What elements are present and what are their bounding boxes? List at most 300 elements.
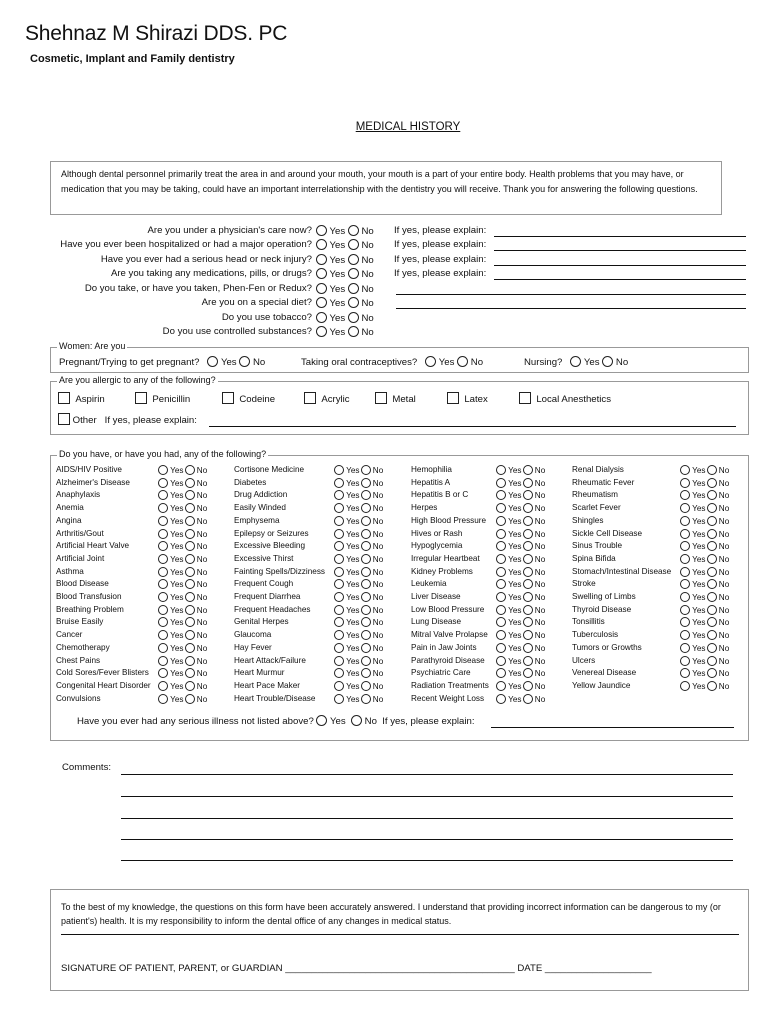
question-yes-radio[interactable] [316,297,327,308]
condition-yes-radio[interactable] [334,617,344,627]
condition-yes-radio[interactable] [158,668,168,678]
yes-label: Yes [346,605,360,615]
condition-yes-radio[interactable] [158,694,168,704]
signature-line[interactable]: ___________________________________________ [285,963,515,974]
no-label: No [372,580,384,590]
yes-label: Yes [508,504,522,514]
allergy-label: Penicillin [152,394,191,405]
explain-line[interactable] [396,308,746,309]
condition-label: Heart Pace Maker [234,680,300,690]
question-no-radio[interactable] [348,225,359,236]
no-label: No [196,681,208,691]
yes-label: Yes [692,466,706,475]
condition-no-radio[interactable] [361,567,371,577]
condition-no-radio[interactable] [185,554,195,564]
allergy-checkbox[interactable] [58,392,70,404]
intro-box [50,161,722,215]
condition-no-radio[interactable] [523,605,533,615]
condition-yes-radio[interactable] [334,694,344,704]
condition-no-radio[interactable] [707,516,717,526]
condition-no-radio[interactable] [523,567,533,577]
condition-yes-radio[interactable] [680,656,690,666]
condition-no-radio[interactable] [185,668,195,678]
condition-label: Diabetes [234,477,267,487]
condition-yes-no [334,529,383,539]
yes-label: Yes [329,255,346,266]
condition-label: Pain in Jaw Joints [411,642,477,652]
condition-no-radio[interactable] [707,579,717,589]
condition-no-radio[interactable] [523,617,533,627]
condition-no-radio[interactable] [707,529,717,539]
condition-no-radio[interactable] [185,490,195,500]
condition-yes-radio[interactable] [158,567,168,577]
explain-line[interactable] [494,236,746,237]
practice-tagline: Cosmetic, Implant and Family dentistry [30,53,235,65]
date-line[interactable]: ____________________ [544,963,652,974]
allergy-option[interactable] [135,392,190,405]
condition-yes-no [158,579,207,589]
condition-yes-no [680,681,729,691]
no-label: No [196,694,208,704]
yes-label: Yes [346,529,360,539]
condition-yes-radio[interactable] [680,668,690,678]
condition-yes-radio[interactable] [158,617,168,627]
condition-no-radio[interactable] [523,656,533,666]
condition-no-radio[interactable] [707,668,717,678]
condition-yes-radio[interactable] [496,490,506,500]
condition-no-radio[interactable] [523,516,533,526]
condition-yes-radio[interactable] [334,529,344,539]
condition-no-radio[interactable] [523,529,533,539]
condition-yes-no [496,592,545,602]
condition-yes-radio[interactable] [496,541,506,551]
condition-label: Thyroid Disease [572,604,632,614]
condition-yes-radio[interactable] [334,681,344,691]
condition-yes-radio[interactable] [334,592,344,602]
condition-yes-no [680,643,729,653]
condition-yes-radio[interactable] [158,656,168,666]
condition-yes-radio[interactable] [158,490,168,500]
allergy-option[interactable] [375,392,416,405]
condition-yes-no [496,478,545,488]
allergy-option[interactable] [222,392,275,405]
condition-no-radio[interactable] [523,579,533,589]
condition-yes-radio[interactable] [680,503,690,513]
condition-yes-radio[interactable] [680,567,690,577]
condition-yes-radio[interactable] [496,643,506,653]
serious-yes-radio[interactable] [316,715,327,726]
condition-yes-radio[interactable] [496,529,506,539]
condition-no-radio[interactable] [361,617,371,627]
condition-yes-radio[interactable] [496,478,506,488]
condition-no-radio[interactable] [185,579,195,589]
allergy-option[interactable] [447,392,488,405]
condition-no-radio[interactable] [707,541,717,551]
allergy-checkbox[interactable] [135,392,147,404]
allergy-legend: Are you allergic to any of the following? [59,375,216,385]
condition-yes-radio[interactable] [680,592,690,602]
allergy-option[interactable] [304,392,350,405]
question-no-radio[interactable] [348,326,359,337]
condition-yes-radio[interactable] [334,541,344,551]
condition-yes-radio[interactable] [158,630,168,640]
condition-yes-no [334,478,383,488]
condition-no-radio[interactable] [707,630,717,640]
yes-label: Yes [692,618,706,628]
condition-no-radio[interactable] [185,630,195,640]
yes-label: Yes [329,298,346,309]
condition-label: Radiation Treatments [411,680,489,690]
condition-yes-radio[interactable] [496,567,506,577]
condition-label: Excessive Thirst [234,553,294,563]
no-label: No [372,491,384,501]
yes-label: Yes [508,529,522,539]
condition-no-radio[interactable] [185,541,195,551]
allergy-checkbox[interactable] [447,392,459,404]
condition-yes-radio[interactable] [680,554,690,564]
allergy-option[interactable] [58,392,105,405]
condition-yes-radio[interactable] [334,656,344,666]
condition-no-radio[interactable] [361,465,371,475]
condition-yes-radio[interactable] [680,681,690,691]
yes-label: Yes [346,504,360,514]
question-no-radio[interactable] [348,283,359,294]
condition-yes-no [334,465,383,475]
condition-yes-no [158,592,207,602]
condition-no-radio[interactable] [361,592,371,602]
condition-yes-radio[interactable] [158,592,168,602]
condition-yes-no [334,668,383,678]
contraceptives-no-radio[interactable] [457,356,468,367]
condition-yes-radio[interactable] [334,643,344,653]
question-label: Have you ever had a serious head or neck injury? [100,254,312,265]
condition-no-radio[interactable] [185,592,195,602]
condition-no-radio[interactable] [361,529,371,539]
condition-no-radio[interactable] [185,478,195,488]
condition-no-radio[interactable] [361,681,371,691]
condition-no-radio[interactable] [707,681,717,691]
condition-label: Stomach/Intestinal Disease [572,566,672,576]
pregnant-no-radio[interactable] [239,356,250,367]
condition-no-radio[interactable] [523,668,533,678]
yes-label: Yes [508,466,522,475]
yes-label: Yes [170,618,184,628]
condition-yes-radio[interactable] [680,579,690,589]
question-no-radio[interactable] [348,268,359,279]
condition-no-radio[interactable] [185,503,195,513]
condition-yes-radio[interactable] [158,554,168,564]
condition-yes-radio[interactable] [680,478,690,488]
condition-label: Cortisone Medicine [234,465,305,474]
condition-yes-radio[interactable] [496,617,506,627]
yes-no-pair [316,268,374,280]
allergy-checkbox[interactable] [304,392,316,404]
condition-yes-radio[interactable] [496,554,506,564]
condition-yes-radio[interactable] [680,643,690,653]
other-allergy-checkbox[interactable] [58,413,70,425]
allergy-label: Local Anesthetics [536,394,612,405]
yes-no-pair [316,283,374,295]
no-label: No [196,516,208,526]
condition-no-radio[interactable] [185,656,195,666]
condition-no-radio[interactable] [707,605,717,615]
condition-yes-radio[interactable] [158,541,168,551]
condition-no-radio[interactable] [707,478,717,488]
question-yes-radio[interactable] [316,225,327,236]
condition-no-radio[interactable] [523,681,533,691]
serious-explain-line[interactable] [491,727,734,728]
condition-yes-radio[interactable] [158,529,168,539]
condition-no-radio[interactable] [361,668,371,678]
condition-yes-radio[interactable] [334,465,344,475]
condition-no-radio[interactable] [707,656,717,666]
explain-line[interactable] [396,294,746,295]
yes-no-pair [316,297,374,309]
condition-no-radio[interactable] [523,643,533,653]
condition-no-radio[interactable] [361,605,371,615]
other-allergy-line[interactable] [209,426,736,427]
comments-line-1[interactable] [121,774,733,775]
condition-yes-radio[interactable] [158,465,168,475]
condition-yes-radio[interactable] [680,605,690,615]
condition-label: Parathyroid Disease [411,655,485,665]
no-label: No [534,656,546,666]
no-label: No [534,580,546,590]
condition-no-radio[interactable] [185,617,195,627]
condition-no-radio[interactable] [185,567,195,577]
allergy-checkbox[interactable] [222,392,234,404]
condition-no-radio[interactable] [523,503,533,513]
explain-line[interactable] [494,279,746,280]
other-explain-label: If yes, please explain: [104,415,197,426]
condition-yes-no [680,503,729,513]
women-group [50,341,749,373]
question-label: Are you on a special diet? [201,297,312,308]
condition-no-radio[interactable] [707,465,717,475]
condition-yes-no [334,579,383,589]
yes-label: Yes [508,491,522,501]
question-yes-radio[interactable] [316,254,327,265]
condition-no-radio[interactable] [361,516,371,526]
condition-no-radio[interactable] [361,503,371,513]
condition-no-radio[interactable] [707,592,717,602]
question-no-radio[interactable] [348,254,359,265]
condition-yes-radio[interactable] [158,605,168,615]
no-label: No [364,716,377,727]
condition-yes-radio[interactable] [680,465,690,475]
condition-no-radio[interactable] [361,656,371,666]
condition-yes-no [334,516,383,526]
yes-label: Yes [508,618,522,628]
condition-no-radio[interactable] [523,694,533,704]
no-label: No [534,593,546,602]
condition-no-radio[interactable] [185,529,195,539]
condition-yes-radio[interactable] [680,529,690,539]
no-label: No [718,656,730,666]
condition-no-radio[interactable] [523,478,533,488]
condition-label: Recent Weight Loss [411,693,485,703]
condition-yes-radio[interactable] [158,579,168,589]
nursing-no-radio[interactable] [602,356,613,367]
condition-yes-no [680,541,729,551]
conditions-legend: Do you have, or have you had, any of the following? [59,449,267,459]
allergy-checkbox[interactable] [375,392,387,404]
question-no-radio[interactable] [348,239,359,250]
comments-line-3[interactable] [121,818,733,819]
condition-yes-radio[interactable] [680,490,690,500]
condition-label: Blood Transfusion [56,592,122,601]
condition-yes-radio[interactable] [496,630,506,640]
condition-no-radio[interactable] [185,643,195,653]
condition-no-radio[interactable] [707,554,717,564]
condition-no-radio[interactable] [707,503,717,513]
allergy-checkbox[interactable] [519,392,531,404]
condition-yes-radio[interactable] [334,630,344,640]
question-yes-radio[interactable] [316,239,327,250]
yes-label: Yes [329,716,346,727]
contraceptives-yes-radio[interactable] [425,356,436,367]
condition-yes-radio[interactable] [158,503,168,513]
condition-label: Hepatitis A [411,477,451,487]
condition-no-radio[interactable] [707,643,717,653]
condition-no-radio[interactable] [185,516,195,526]
practice-name: Shehnaz M Shirazi DDS. PC [25,22,288,45]
condition-no-radio[interactable] [185,681,195,691]
condition-yes-no [680,567,729,577]
question-yes-radio[interactable] [316,326,327,337]
condition-no-radio[interactable] [707,490,717,500]
explain-line[interactable] [494,250,746,251]
condition-no-radio[interactable] [707,567,717,577]
no-label: No [534,466,546,475]
pregnant-yes-radio[interactable] [207,356,218,367]
condition-no-radio[interactable] [523,490,533,500]
condition-yes-radio[interactable] [496,592,506,602]
condition-yes-radio[interactable] [334,579,344,589]
condition-yes-no [158,694,207,704]
condition-yes-radio[interactable] [334,567,344,577]
question-no-radio[interactable] [348,312,359,323]
comments-line-5[interactable] [121,860,733,861]
condition-yes-radio[interactable] [334,516,344,526]
condition-yes-radio[interactable] [496,579,506,589]
condition-yes-radio[interactable] [680,630,690,640]
question-yes-radio[interactable] [316,312,327,323]
yes-label: Yes [346,643,360,653]
no-label: No [196,466,208,475]
condition-label: Low Blood Pressure [411,604,485,614]
condition-no-radio[interactable] [185,605,195,615]
condition-yes-no [680,529,729,539]
no-label: No [361,226,374,237]
condition-yes-radio[interactable] [158,516,168,526]
question-yes-radio[interactable] [316,268,327,279]
condition-yes-radio[interactable] [496,605,506,615]
yes-label: Yes [692,504,706,514]
no-label: No [361,284,374,295]
condition-yes-radio[interactable] [158,681,168,691]
condition-yes-radio[interactable] [496,465,506,475]
condition-no-radio[interactable] [361,643,371,653]
condition-yes-radio[interactable] [334,554,344,564]
condition-no-radio[interactable] [361,490,371,500]
yes-label: Yes [508,516,522,526]
condition-yes-radio[interactable] [496,694,506,704]
explain-line[interactable] [494,265,746,266]
condition-yes-radio[interactable] [334,503,344,513]
condition-no-radio[interactable] [523,554,533,564]
yes-label: Yes [692,681,706,691]
yes-label: Yes [346,656,360,666]
condition-yes-radio[interactable] [158,643,168,653]
condition-no-radio[interactable] [523,630,533,640]
condition-yes-no [680,592,729,602]
attestation-divider [61,934,739,935]
condition-no-radio[interactable] [361,694,371,704]
question-yes-radio[interactable] [316,283,327,294]
condition-no-radio[interactable] [361,478,371,488]
yes-label: Yes [170,605,184,615]
condition-label: Alzheimer's Disease [56,477,130,487]
comments-line-4[interactable] [121,839,733,840]
condition-no-radio[interactable] [361,554,371,564]
condition-yes-radio[interactable] [158,478,168,488]
question-no-radio[interactable] [348,297,359,308]
condition-no-radio[interactable] [361,630,371,640]
condition-no-radio[interactable] [185,465,195,475]
condition-no-radio[interactable] [707,617,717,627]
condition-yes-radio[interactable] [680,516,690,526]
condition-no-radio[interactable] [361,541,371,551]
condition-no-radio[interactable] [361,579,371,589]
condition-label: Leukemia [411,579,447,589]
condition-yes-radio[interactable] [496,668,506,678]
yes-label: Yes [508,567,522,577]
women-legend: Women: Are you [59,341,126,351]
condition-yes-radio[interactable] [334,668,344,678]
condition-yes-no [334,490,383,500]
condition-yes-radio[interactable] [496,681,506,691]
allergy-option[interactable] [519,392,611,405]
condition-yes-radio[interactable] [496,656,506,666]
nursing-yes-radio[interactable] [570,356,581,367]
condition-no-radio[interactable] [523,541,533,551]
condition-label: Excessive Bleeding [234,541,305,551]
no-label: No [372,516,384,526]
yes-label: Yes [508,643,522,653]
condition-yes-no [158,554,207,564]
condition-label: Spina Bifida [572,553,616,563]
no-label: No [718,643,730,653]
no-label: No [372,681,384,691]
condition-label: Liver Disease [411,592,461,601]
condition-yes-radio[interactable] [334,490,344,500]
condition-no-radio[interactable] [523,592,533,602]
condition-yes-radio[interactable] [680,541,690,551]
attestation-text: To the best of my knowledge, the questions on this form have been accurately answered. I understand that providing incorrect information can be dangerous to my (or patient's) health. It is my responsibility to inform the dental office of any changes in medical status. [61,902,721,926]
condition-yes-no [496,668,545,678]
attestation-box [50,889,749,991]
condition-yes-radio[interactable] [334,478,344,488]
comments-line-2[interactable] [121,796,733,797]
serious-no-radio[interactable] [351,715,362,726]
condition-yes-radio[interactable] [680,617,690,627]
condition-no-radio[interactable] [523,465,533,475]
condition-no-radio[interactable] [185,694,195,704]
condition-yes-radio[interactable] [496,516,506,526]
condition-yes-radio[interactable] [496,503,506,513]
condition-yes-radio[interactable] [334,605,344,615]
